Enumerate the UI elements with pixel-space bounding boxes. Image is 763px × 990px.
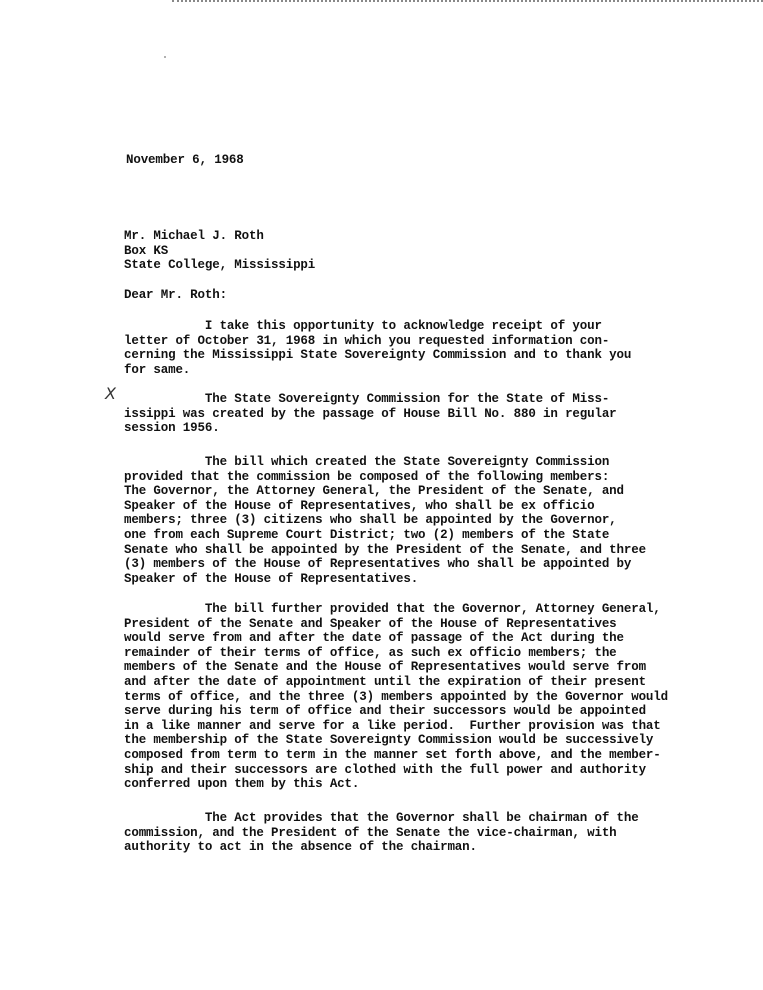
recipient-city: State College, Mississippi <box>124 258 316 273</box>
paragraph-creation: The State Sovereignty Commission for the State of Miss- issippi was created by the passage of House Bill No. 880 in regular session 1956. <box>124 392 617 436</box>
recipient-address <box>124 229 315 273</box>
paragraph-composition: The bill which created the State Sovereignty Commission provided that the commission be composed of the following members: The Governor, the Attorney General, the President of the Senate, and Speaker of the House of Representatives, who shall be ex officio members; three (3) citizens who shall be appointed by the Governor, one from each Supreme Court District; two (2) members of the State Senate who shall be appointed by the President of the Senate, and three (3) members of the House of Representatives who shall be appointed by Speaker of the House of Representatives. <box>124 455 646 586</box>
paragraph-terms: The bill further provided that the Governor, Attorney General, President of the Senate and Speaker of the House of Representatives would serve from and after the date of passage of the Act during the remainder of their terms of office, as such ex officio members; the members of the Senate and the House of Representatives would serve from and after the date of appointment until the expiration of their present terms of office, and the three (3) members appointed by the Governor would serve during his term of office and their successors would be appointed in a like manner and serve for a like period. Further provision was that the membership of the State Sovereignty Commission would be successively composed from term to term in the manner set forth above, and the member- ship and their successors are clothed with the full power and authority conferred upon them by this Act. <box>124 602 668 792</box>
paragraph-chairman: The Act provides that the Governor shall be chairman of the commission, and the President of the Senate the vice-chairman, with authority to act in the absence of the chairman. <box>124 811 639 855</box>
recipient-name: Mr. Michael J. Roth <box>124 229 264 243</box>
letter-date: November 6, 1968 <box>126 153 244 167</box>
paper-speck <box>164 56 166 58</box>
handwritten-margin-mark: X <box>105 384 116 403</box>
recipient-box: Box KS <box>124 243 169 258</box>
top-dotted-rule <box>172 0 763 5</box>
paragraph-acknowledgement: I take this opportunity to acknowledge receipt of your letter of October 31, 1968 in which you requested information con- cerning the Mississippi State Sovereignty Commission and to thank you for same. <box>124 319 632 377</box>
salutation: Dear Mr. Roth: <box>124 288 227 302</box>
